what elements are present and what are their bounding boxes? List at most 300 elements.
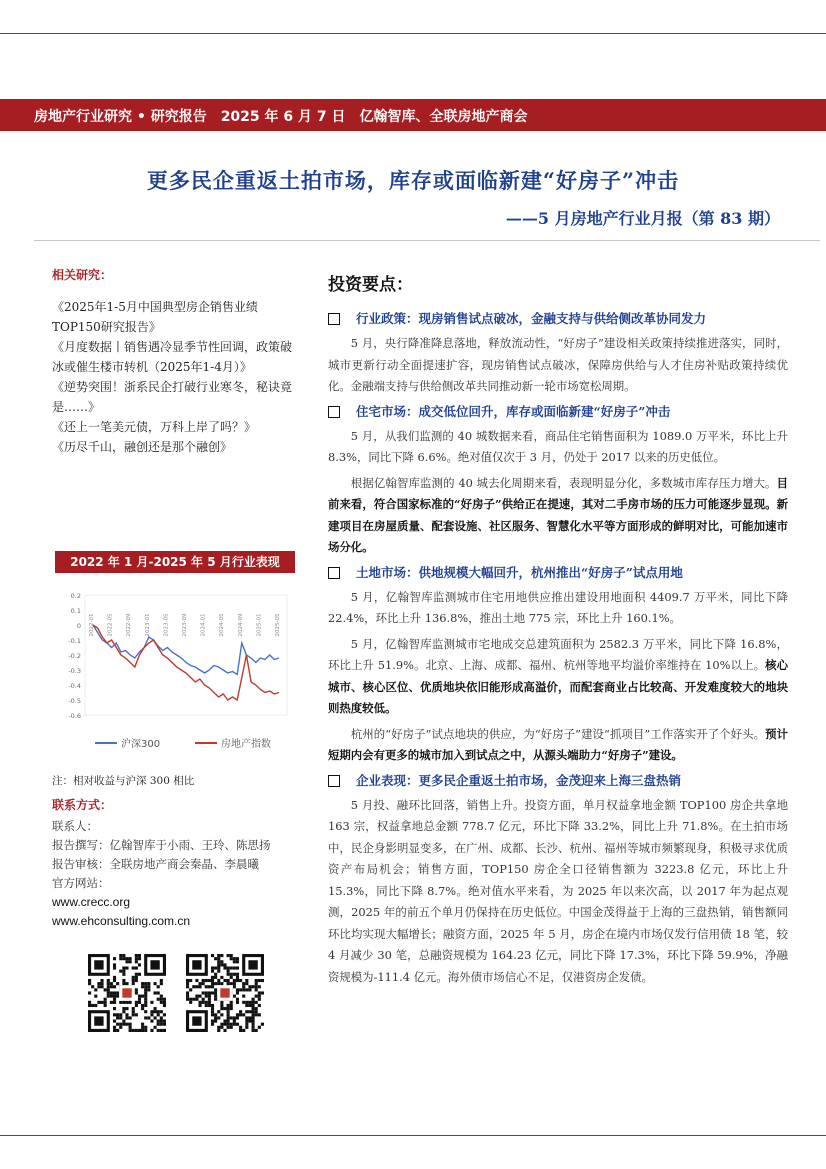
- qr-module: [217, 1029, 220, 1032]
- qr-module: [163, 1001, 166, 1004]
- qr-module: [141, 1023, 144, 1026]
- qr-module: [150, 1010, 153, 1013]
- qr-module: [135, 979, 138, 982]
- qr-module: [252, 1026, 255, 1029]
- qr-module: [163, 1004, 166, 1007]
- qr-module: [122, 1001, 125, 1004]
- qr-module: [97, 985, 100, 988]
- qr-module: [132, 1007, 135, 1010]
- qr-module: [107, 982, 110, 985]
- related-list: [52, 297, 292, 457]
- qr-module: [186, 991, 189, 994]
- qr-module: [242, 988, 245, 991]
- qr-module: [217, 1016, 220, 1019]
- paragraph-text: 5 月，亿翰智库监测城市住宅用地供应推出建设用地面积 4409.7 万平米，同比下降 22.4%，环比上升 136.8%，推出土地 775 宗，环比上升 160.1%。: [328, 589, 788, 625]
- chart-title: 2022 年 1 月-2025 年 5 月行业表现: [55, 551, 295, 573]
- website-link[interactable]: www.ehconsulting.com.cn: [52, 914, 191, 928]
- legend-label: 沪深300: [121, 739, 161, 750]
- qr-module: [104, 1001, 107, 1004]
- qr-module: [160, 1029, 163, 1032]
- top-rule: [0, 33, 826, 34]
- qr-module: [208, 1001, 211, 1004]
- qr-module: [220, 1023, 223, 1026]
- qr-module: [233, 995, 236, 998]
- qr-module: [141, 1026, 144, 1029]
- qr-module: [116, 1013, 119, 1016]
- qr-module: [239, 1010, 242, 1013]
- qr-module: [245, 1023, 248, 1026]
- qr-module: [100, 1001, 103, 1004]
- qr-module: [122, 1020, 125, 1023]
- qr-module: [104, 988, 107, 991]
- qr-module: [223, 1029, 226, 1032]
- qr-module: [135, 960, 138, 963]
- qr-module: [144, 1016, 147, 1019]
- y-tick-label: -0.4: [68, 682, 81, 690]
- qr-module: [94, 1004, 97, 1007]
- qr-module: [233, 957, 236, 960]
- qr-module: [88, 1001, 91, 1004]
- qr-module: [129, 1026, 132, 1029]
- qr-module: [233, 960, 236, 963]
- qr-module: [144, 995, 147, 998]
- qr-module: [157, 1010, 160, 1013]
- qr-module: [144, 982, 147, 985]
- qr-module: [154, 1010, 157, 1013]
- qr-module: [113, 976, 116, 979]
- qr-module: [217, 979, 220, 982]
- section-paragraph: [328, 333, 788, 398]
- section-title-text: 土地市场：供地规模大幅回升，杭州推出“好房子”试点用地: [356, 564, 683, 580]
- contact-block: [52, 796, 292, 931]
- x-tick-label: 2025-05: [275, 613, 281, 637]
- qr-module: [160, 995, 163, 998]
- qr-module: [113, 963, 116, 966]
- qr-module: [233, 966, 236, 969]
- qr-module: [125, 1013, 128, 1016]
- qr-module: [129, 960, 132, 963]
- x-tick-label: 2024-05: [219, 613, 226, 637]
- qr-module: [239, 988, 242, 991]
- qr-module: [230, 982, 233, 985]
- qr-module: [252, 1023, 255, 1026]
- qr-module: [239, 1029, 242, 1032]
- qr-module: [236, 966, 239, 969]
- qr-module: [248, 988, 251, 991]
- qr-module: [214, 1020, 217, 1023]
- qr-module: [242, 985, 245, 988]
- section-title: [328, 309, 788, 329]
- x-tick-label: 2022-01: [89, 613, 95, 637]
- qr-module: [132, 966, 135, 969]
- qr-module: [242, 995, 245, 998]
- x-tick-label: 2022-09: [126, 613, 133, 637]
- qr-module: [217, 954, 220, 957]
- qr-module: [125, 1023, 128, 1026]
- qr-code-icon: [186, 954, 264, 1032]
- qr-module: [202, 1001, 205, 1004]
- chart-svg: [55, 573, 295, 763]
- qr-module: [160, 1020, 163, 1023]
- qr-module: [150, 1020, 153, 1023]
- contact-line: 联系人：: [52, 819, 98, 833]
- qr-module: [211, 985, 214, 988]
- qr-module: [122, 1023, 125, 1026]
- qr-module: [119, 1013, 122, 1016]
- qr-module: [202, 991, 205, 994]
- qr-module: [261, 1023, 264, 1026]
- qr-module: [157, 998, 160, 1001]
- qr-module: [110, 991, 113, 994]
- section-title-text: 住宅市场：成交低位回升，库存或面临新建“好房子”冲击: [356, 403, 671, 419]
- qr-module: [91, 1004, 94, 1007]
- main-content: [328, 270, 788, 992]
- qr-module: [141, 1029, 144, 1032]
- qr-module: [144, 1010, 147, 1013]
- qr-module: [157, 1013, 160, 1016]
- qr-module: [202, 982, 205, 985]
- qr-module: [245, 979, 248, 982]
- qr-module: [261, 991, 264, 994]
- qr-module: [129, 1029, 132, 1032]
- qr-module: [122, 1007, 125, 1010]
- qr-module: [119, 1023, 122, 1026]
- contact-heading: 联系方式：: [52, 798, 113, 812]
- qr-module: [113, 991, 116, 994]
- legend-label: 房地产指数: [221, 739, 271, 750]
- qr-module: [205, 995, 208, 998]
- qr-module: [144, 1029, 147, 1032]
- qr-module: [217, 960, 220, 963]
- qr-module: [195, 995, 198, 998]
- qr-module: [116, 1029, 119, 1032]
- qr-module: [160, 1001, 163, 1004]
- section-paragraph: [328, 724, 788, 767]
- qr-module: [125, 960, 128, 963]
- qr-module: [220, 1026, 223, 1029]
- qr-module: [214, 1016, 217, 1019]
- qr-module: [230, 1001, 233, 1004]
- qr-module: [227, 1023, 230, 1026]
- qr-module: [202, 979, 205, 982]
- qr-module: [138, 954, 141, 957]
- qr-module: [91, 985, 94, 988]
- qr-module: [205, 991, 208, 994]
- qr-module: [100, 979, 103, 982]
- contact-line: 报告审核：全联房地产商会秦晶、李晨曦: [52, 857, 259, 871]
- website-link[interactable]: www.crecc.org: [52, 895, 131, 909]
- qr-module: [198, 982, 201, 985]
- y-tick-label: -0.3: [68, 667, 81, 675]
- sections: [328, 309, 788, 988]
- qr-module: [122, 979, 125, 982]
- qr-module: [113, 1013, 116, 1016]
- title-divider: [34, 240, 820, 241]
- qr-module: [217, 982, 220, 985]
- qr-module: [122, 982, 125, 985]
- qr-module: [255, 1007, 258, 1010]
- qr-module: [160, 979, 163, 982]
- qr-module: [258, 991, 261, 994]
- qr-module: [236, 991, 239, 994]
- section-title: [328, 563, 788, 583]
- qr-module: [230, 954, 233, 957]
- qr-module: [195, 979, 198, 982]
- qr-module: [208, 1004, 211, 1007]
- qr-module: [141, 1007, 144, 1010]
- qr-module: [248, 960, 257, 969]
- related-link[interactable]: 《月度数据丨销售遇冷显季节性回调，政策破冰或催生楼市转机（2025年1-4月）》: [52, 340, 293, 374]
- qr-module: [150, 1001, 153, 1004]
- qr-module: [227, 1010, 230, 1013]
- qr-module: [236, 979, 239, 982]
- qr-module: [154, 1007, 157, 1010]
- qr-module: [255, 988, 258, 991]
- qr-module: [116, 982, 119, 985]
- qr-module: [186, 998, 189, 1001]
- qr-module: [252, 1001, 255, 1004]
- qr-module: [233, 985, 236, 988]
- paragraph-emphasis: 核心城市、核心区位、优质地块依旧能形成高溢价，而配套商业占比较高、开发难度较大的地块则热度较低。: [328, 658, 788, 715]
- qr-module: [252, 1007, 255, 1010]
- qr-module: [125, 982, 128, 985]
- qr-module: [125, 1016, 128, 1019]
- qr-module: [223, 1007, 226, 1010]
- qr-module: [217, 1026, 220, 1029]
- qr-module: [113, 1029, 116, 1032]
- checkbox-icon: [328, 406, 340, 418]
- qr-module: [233, 973, 236, 976]
- qr-module: [248, 1004, 251, 1007]
- qr-module: [160, 1016, 163, 1019]
- qr-module: [119, 1016, 122, 1019]
- qr-module: [113, 998, 116, 1001]
- qr-module: [233, 1023, 236, 1026]
- qr-module: [138, 957, 141, 960]
- qr-module: [236, 1023, 239, 1026]
- qr-module: [252, 985, 255, 988]
- qr-module: [154, 991, 157, 994]
- qr-module: [160, 998, 163, 1001]
- related-link[interactable]: 《逆势突围！浙系民企打破行业寒冬，秘诀竟是……》: [52, 380, 293, 414]
- qr-module: [122, 970, 125, 973]
- qr-module: [230, 1007, 233, 1010]
- qr-module: [160, 982, 163, 985]
- related-link[interactable]: 《历尽千山，融创还是那个融创》: [52, 440, 233, 454]
- y-tick-label: -0.1: [68, 637, 81, 645]
- qr-module: [252, 1013, 255, 1016]
- qr-module: [88, 991, 91, 994]
- paragraph-text: 根据亿翰智库监测的 40 城去化周期来看，表现明显分化，多数城市库存压力增大。: [350, 475, 777, 490]
- qr-module: [125, 1001, 128, 1004]
- qr-module: [186, 979, 189, 982]
- qr-module: [255, 1013, 258, 1016]
- qr-module: [107, 991, 110, 994]
- qr-module: [227, 1020, 230, 1023]
- qr-module: [217, 966, 220, 969]
- qr-module: [214, 982, 217, 985]
- related-heading: 相关研究：: [52, 268, 113, 282]
- qr-module: [236, 1001, 239, 1004]
- qr-module: [214, 1013, 217, 1016]
- qr-module: [135, 966, 138, 969]
- qr-module: [107, 985, 110, 988]
- qr-module: [160, 1023, 163, 1026]
- qr-module: [208, 979, 211, 982]
- qr-module: [157, 1023, 160, 1026]
- qr-module: [217, 1010, 220, 1013]
- qr-module: [94, 960, 103, 969]
- qr-module: [138, 963, 141, 966]
- qr-module: [113, 1007, 116, 1010]
- qr-module: [110, 1001, 113, 1004]
- qr-module: [223, 1023, 226, 1026]
- qr-module: [135, 976, 138, 979]
- qr-module: [135, 1001, 138, 1004]
- qr-module: [220, 1007, 223, 1010]
- qr-module: [110, 982, 113, 985]
- qr-module: [217, 970, 220, 973]
- qr-module: [230, 976, 233, 979]
- report-title: 更多民企重返土拍市场，库存或面临新建“好房子”冲击: [146, 168, 680, 193]
- industry-performance-chart: [55, 551, 295, 763]
- qr-module: [157, 991, 160, 994]
- qr-module: [242, 1029, 245, 1032]
- qr-module: [252, 1004, 255, 1007]
- qr-module: [119, 957, 122, 960]
- qr-module: [88, 1004, 91, 1007]
- qr-module: [258, 979, 261, 982]
- qr-module: [258, 985, 261, 988]
- qr-module: [227, 979, 230, 982]
- qr-module: [214, 988, 217, 991]
- qr-module: [220, 1001, 223, 1004]
- qr-module: [129, 957, 132, 960]
- qr-module: [214, 995, 217, 998]
- qr-module: [116, 991, 119, 994]
- qr-module: [245, 1020, 248, 1023]
- qr-module: [245, 1016, 248, 1019]
- qr-module: [214, 991, 217, 994]
- section-title-text: 企业表现：更多民企重返土拍市场，金茂迎来上海三盘热销: [356, 772, 682, 788]
- qr-module: [217, 963, 220, 966]
- qr-module: [198, 1001, 201, 1004]
- qr-module: [113, 1001, 116, 1004]
- qr-module: [214, 957, 217, 960]
- qr-module: [236, 973, 239, 976]
- qr-module: [205, 1004, 208, 1007]
- qr-module: [94, 988, 97, 991]
- qr-module: [125, 1007, 128, 1010]
- qr-module: [122, 1010, 125, 1013]
- qr-module: [245, 1001, 248, 1004]
- qr-module: [192, 960, 201, 969]
- qr-module: [113, 995, 116, 998]
- qr-module: [135, 973, 138, 976]
- qr-module: [220, 954, 223, 957]
- qr-module: [104, 998, 107, 1001]
- qr-module: [230, 957, 233, 960]
- qr-module: [94, 1016, 103, 1025]
- qr-module: [144, 1001, 147, 1004]
- qr-module: [258, 998, 261, 1001]
- qr-module: [211, 1010, 214, 1013]
- qr-module: [239, 1013, 242, 1016]
- qr-module: [230, 1026, 233, 1029]
- qr-module: [132, 976, 135, 979]
- qr-module: [122, 966, 125, 969]
- section-title-text: 行业政策：现房销售试点破冰，金融支持与供给侧改革协同发力: [356, 311, 707, 326]
- qr-module: [242, 982, 245, 985]
- qr-module: [236, 998, 239, 1001]
- qr-module: [230, 1023, 233, 1026]
- qr-module: [220, 988, 229, 997]
- qr-module: [230, 966, 233, 969]
- qr-module: [147, 982, 150, 985]
- qr-module: [208, 991, 211, 994]
- qr-module: [129, 1016, 132, 1019]
- y-tick-label: 0.1: [70, 607, 81, 615]
- paragraph-text: 5 月投、融环比回落，销售上升。投资方面，单月权益拿地金额 TOP100 房企共拿地 163 宗，权益拿地总金额 778.7 亿元，环比下降 33.2%，同比上升 71.8%。在土拍市场中，民企身影明显变多，在广州、成都、长沙、杭州、福州等城市频繁现身，积极寻求优质资产布局机会；销售方面，TOP150 房企全口径销售额为 3223.8 亿元，环比上升 15.3%，同比下降 8.7%。绝对值水平来看，为 2025 年以来次高，以 2017 年为起点观测，2025 年的前五个单月仍保持在历史低位。中国金茂得益于上海的三盘热销，销售额同环比均实现大幅增长；融资方面，2025 年 5 月，房企在境内市场仅发行信用债 18 笔，较 4 月减少 30 笔，总融资规模为 164.23 亿元，同比下降 17.3%，环比下降 59.9%，净融资规模为-111.4 亿元。海外债市场信心不足，仅港资房企发债。: [328, 797, 788, 984]
- qr-module: [125, 966, 128, 969]
- qr-module: [239, 1026, 242, 1029]
- qr-module: [252, 998, 255, 1001]
- qr-module: [205, 985, 208, 988]
- qr-module: [211, 991, 214, 994]
- qr-module: [113, 1020, 116, 1023]
- x-tick-label: 2023-05: [163, 613, 170, 637]
- qr-module: [252, 1010, 255, 1013]
- qr-module: [110, 995, 113, 998]
- section-paragraph: [328, 795, 788, 989]
- y-tick-label: 0: [76, 622, 81, 630]
- qr-module: [255, 1010, 258, 1013]
- qr-module: [129, 1001, 132, 1004]
- qr-module: [125, 957, 128, 960]
- qr-module: [217, 957, 220, 960]
- qr-module: [163, 1013, 166, 1016]
- qr-module: [208, 985, 211, 988]
- qr-module: [132, 1010, 135, 1013]
- related-link[interactable]: 《2025年1-5月中国典型房企销售业绩TOP150研究报告》: [52, 300, 258, 334]
- qr-module: [245, 1004, 248, 1007]
- qr-module: [144, 985, 147, 988]
- qr-module: [141, 985, 144, 988]
- qr-module: [214, 966, 217, 969]
- qr-module: [255, 995, 258, 998]
- qr-module: [119, 1001, 122, 1004]
- section-paragraph: [328, 634, 788, 720]
- qr-module: [135, 1029, 138, 1032]
- qr-module: [163, 1020, 166, 1023]
- qr-module: [189, 998, 192, 1001]
- qr-module: [113, 979, 116, 982]
- contact-line: 官方网站：: [52, 876, 110, 890]
- chart-note: 注：相对收益与沪深 300 相比: [52, 775, 195, 787]
- qr-module: [157, 1020, 160, 1023]
- qr-module: [122, 973, 125, 976]
- qr-module: [205, 979, 208, 982]
- qr-module: [138, 995, 141, 998]
- related-link[interactable]: 《还上一笔美元债，万科上岸了吗？》: [52, 420, 257, 434]
- x-tick-label: 2023-01: [144, 613, 151, 637]
- qr-code-icon: [88, 954, 166, 1032]
- x-tick-label: 2025-01: [256, 613, 263, 637]
- qr-module: [258, 1004, 261, 1007]
- qr-module: [227, 982, 230, 985]
- qr-module: [107, 979, 110, 982]
- qr-module: [144, 991, 147, 994]
